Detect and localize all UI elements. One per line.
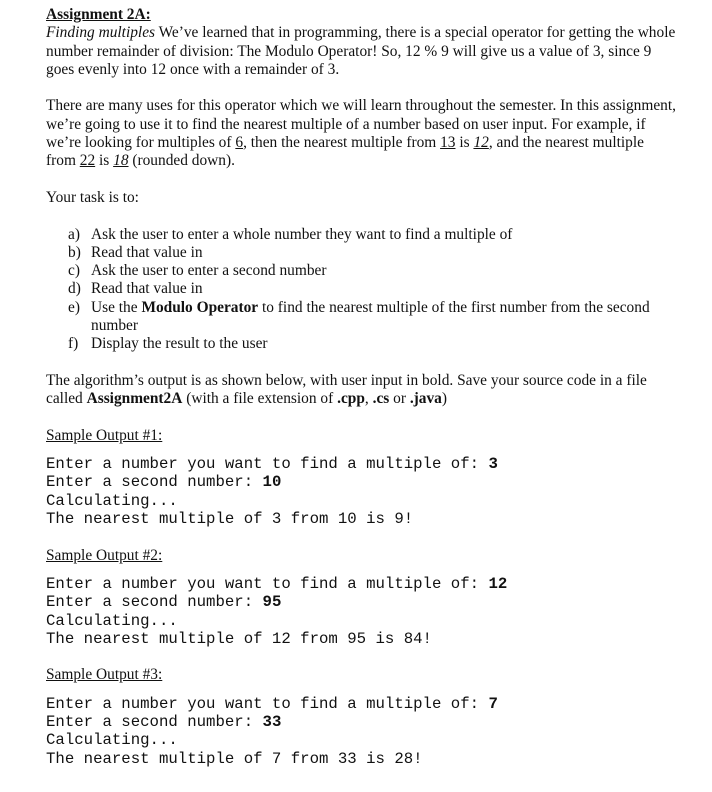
example-number: 18 [113,152,129,170]
user-input: 3 [488,455,498,474]
uses-paragraph: There are many uses for this operator which we will learn throughout the semester. In this assignment, we’re going to use it to find the nearest multiple of a number based on user input. For example, if we’re looking for multiples of 6, then the nearest multiple from 13 is 12, and the nearest multiple from 22 is 18 (rounded down). [46,97,676,170]
example-number: 12 [473,134,489,152]
assignment-document [46,6,676,768]
user-input: 12 [488,574,508,593]
sample-output-title: Sample Output #1: [46,426,163,444]
user-input: 10 [262,473,282,492]
list-item: a) Ask the user to enter a whole number they want to find a multiple of [68,225,513,243]
task-list [46,226,676,354]
file-extension: .cpp [337,390,365,408]
example-number: 6 [235,134,244,152]
file-extension: .java [409,390,442,408]
sample-output-block: Enter a number you want to find a multiple of: 7 Enter a second number: 33 Calculating... The nearest multiple of 7 from 33 is 28! [46,694,498,768]
example-number: 13 [440,134,456,152]
file-name: Assignment2A [86,390,183,408]
intro-text: We’ve learned that in programming, there is a special operator for getting the whole number remainder of division: The Modulo Operator! So, 12 % 9 will give us a value of 3, since 9 goes evenly into 12 once with a remainder of 3. [46,24,676,78]
list-item: c) Ask the user to enter a second number [68,262,327,280]
intro-title: Finding multiples [46,24,156,42]
user-input: 7 [488,694,498,713]
user-input: 33 [262,712,282,731]
sample-output-block: Enter a number you want to find a multiple of: 12 Enter a second number: 95 Calculating... The nearest multiple of 12 from 95 is 84! [46,574,508,648]
file-extension: .cs [372,390,390,408]
assignment-heading: Assignment 2A: [46,6,151,23]
sample-output-block: Enter a number you want to find a multiple of: 3 Enter a second number: 10 Calculating... The nearest multiple of 3 from 10 is 9! [46,455,498,529]
modulo-operator-term: Modulo Operator [141,298,259,316]
algorithm-paragraph: The algorithm’s output is as shown below, with user input in bold. Save your source code in a file called Assignment2A (with a file extension of .cpp, .cs or .java) [46,371,647,408]
task-intro: Your task is to: [46,188,139,206]
user-input: 95 [262,593,282,612]
example-number: 22 [79,152,96,170]
sample-output-title: Sample Output #3: [46,666,163,684]
list-item: b) Read that value in [68,243,203,261]
list-item: d) Read that value in [68,280,203,298]
list-item: e) Use the Modulo Operator to find the nearest multiple of the first number from the second number [68,298,650,335]
intro-paragraph [46,24,676,79]
sample-output-title: Sample Output #2: [46,546,163,564]
list-item: f) Display the result to the user [68,335,268,353]
